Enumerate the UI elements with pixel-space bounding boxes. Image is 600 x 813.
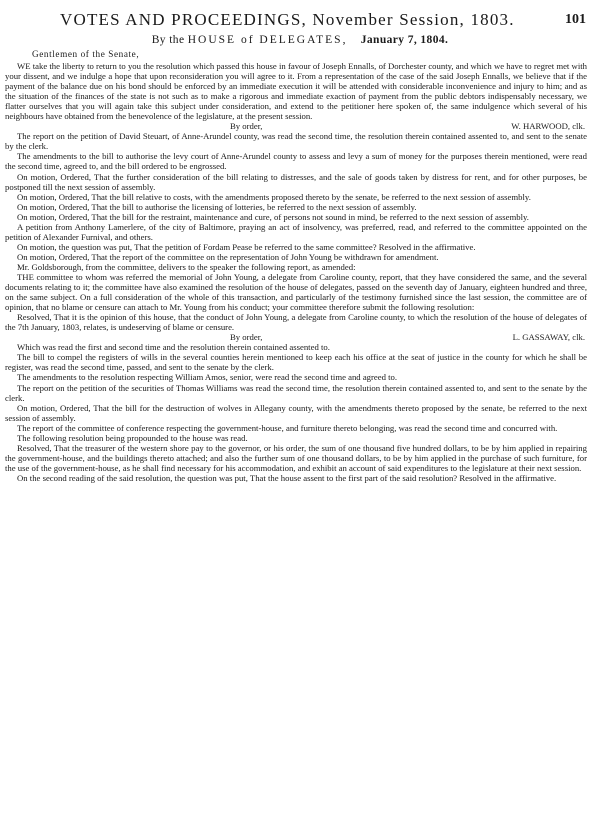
signature-by-order: By order, [230, 121, 263, 132]
paragraph: The amendments to the bill to authorise the levy court of Anne-Arundel county to assess and levy a sum of money for the purposes therein mentioned, were read the second time, agreed to, and the bill ordered to be engrossed. [5, 151, 587, 172]
salutation: Gentlemen of the Senate, [32, 49, 140, 59]
paragraph: On motion, the question was put, That the petition of Fordam Pease be referred to the same committee? Resolved in the affirmative. [17, 241, 476, 252]
dateline [0, 34, 600, 46]
signature-line [5, 121, 587, 131]
paragraph: On motion, Ordered, That the report of the committee on the representation of John Young be withdrawn for amendment. [17, 251, 439, 262]
signature-line [5, 332, 587, 342]
paragraph: On the second reading of the said resolution, the question was put, That the house assent to the first part of the said resolution? Resolved in the affirmative. [17, 472, 557, 483]
signature-by-order: By order, [230, 332, 263, 343]
paragraph: On motion, Ordered, That the bill to authorise the licensing of lotteries, be referred to the next session of assembly. [17, 201, 417, 212]
paragraph: A petition from Anthony Lamerlere, of the city of Baltimore, praying an act of insolvency, was preferred, read, and referred to the committee appointed on the petition of Alexander Furnival, and others. [5, 221, 587, 242]
signature-clerk: L. GASSAWAY, clk. [512, 332, 585, 343]
body-text [5, 61, 587, 483]
paragraph: On motion, Ordered, That the bill relative to costs, with the amendments proposed thereto by the senate, be referred to the next session of assembly. [17, 191, 531, 202]
paragraph: The following resolution being propounded to the house was read. [17, 432, 248, 443]
paragraph: WE take the liberty to return to you the resolution which passed this house in favour of Joseph Ennalls, of Dorchester county, and which we have to regret met with your dissent, and we indulge a hope that upon reconsideration you will agree to it. From a representation of the case of the said Joseph Ennalls, we believe that if the payment of the balance due on his bond should be enforced by an immediate execution it will be attended with considerable inconvenience and injury to him; and as the situation of the finances of the state is not such as to make a rigorous and immediate exaction of payment from the public debtors indispensably necessary, we flatter ourselves that you will again take this subject under consideration, and extend to the petitioner here spoken of, the same indulgence which several of his neighbours have obtained from the benevolence of the legislature, at the present session. [5, 61, 587, 122]
signature-clerk: W. HARWOOD, clk. [511, 121, 585, 132]
paragraph: Which was read the first and second time and the resolution therein contained assented to. [17, 342, 330, 353]
paragraph: On motion, Ordered, That the further consideration of the bill relating to distresses, and the sale of goods taken by distress for rent, and for other purposes, be postponed till the next session of assembly. [5, 171, 587, 192]
paragraph: On motion, Ordered, That the bill for the restraint, maintenance and cure, of persons not sound in mind, be referred to the next session of assembly. [17, 211, 529, 222]
running-head [0, 10, 600, 32]
paragraph: On motion, Ordered, That the bill for the destruction of wolves in Allegany county, with the amendments thereto proposed by the senate, be referred to the next session of assembly. [5, 402, 587, 423]
page-number: 101 [565, 12, 586, 27]
paragraph: The bill to compel the registers of wills in the several counties herein mentioned to keep each his office at the seat of justice in the county for which he shall be register, was read the second time, passed, and sent to the senate by the clerk. [5, 352, 587, 373]
paragraph: The report of the committee of conference respecting the government-house, and furniture thereto belonging, was read the second time and concurred with. [17, 422, 558, 433]
paragraph: The report on the petition of the securities of Thomas Williams was read the second time, the resolution therein contained assented to, and sent to the senate by the clerk. [5, 382, 587, 403]
paragraph: THE committee to whom was referred the memorial of John Young, a delegate from Caroline county, report, that they have considered the same, and the several documents relating to it; the committee have also examined the resolution of the house of delegates, passed on the seventh day of January, eighteen hundred and three, on the same subject. On a full consideration of the whole of this transaction, and particularly of the testimony furnished since the last session, the committee are of opinion, that no blame or censure can attach to Mr. Young from his conduct; your committee therefore submit the following resolution: [5, 271, 587, 313]
paragraph: The report on the petition of David Steuart, of Anne-Arundel county, was read the second time, the resolution therein contained assented to, and sent to the senate by the clerk. [5, 131, 587, 152]
paragraph: Resolved, That it is the opinion of this house, that the conduct of John Young, a delegate from Caroline county, to which the resolution of the house of delegates of the 7th January, 1803, relates, is undeserving of blame or censure. [5, 312, 587, 333]
paragraph: The amendments to the resolution respecting William Amos, senior, were read the second time and agreed to. [17, 372, 398, 383]
running-title: VOTES AND PROCEEDINGS, November Session, 1803. [60, 10, 515, 29]
dateline-by-the: By the [151, 34, 185, 46]
paragraph: Resolved, That the treasurer of the western shore pay to the governor, or his order, the sum of one thousand five hundred dollars, to be by him applied in repairing the government-house, and the buildings thereto attached; and also the further sum of one thousand dollars, to be by him applied in the purchase of such furniture, for the use of the government-house, as he shall find necessary for his accommodation, and exhibit an account of said expenditures to the legislature at their next session. [5, 442, 587, 473]
dateline-date: January 7, 1804. [360, 34, 449, 46]
paragraph: Mr. Goldsborough, from the committee, delivers to the speaker the following report, as amended: [17, 261, 356, 272]
dateline-house: HOUSE of DELEGATES, [187, 34, 348, 46]
